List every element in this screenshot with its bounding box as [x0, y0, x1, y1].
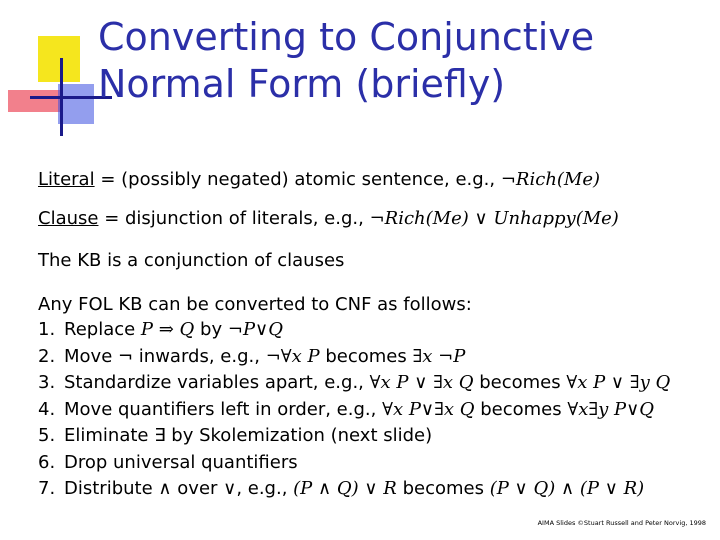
literal-eq: =	[94, 169, 122, 190]
step-number: 5.	[38, 425, 56, 446]
step-number: 2.	[38, 345, 56, 367]
step-math: (P ∧ Q) ∨ R	[293, 478, 397, 499]
step-text: Distribute ∧ over ∨, e.g.,	[64, 478, 294, 499]
literal-text: (possibly negated) atomic sentence, e.g.,	[121, 169, 501, 190]
step-math: ¬∀x P	[265, 345, 320, 367]
literal-definition	[38, 168, 713, 192]
literal-term: Literal	[38, 169, 95, 190]
slide-footer: AIMA Slides ©Stuart Russell and Peter Norvig, 1998	[537, 519, 706, 527]
step-number: 3.	[38, 372, 56, 393]
step-1	[38, 317, 713, 344]
kb-statement: The KB is a conjunction of clauses	[38, 250, 345, 271]
step-text: becomes	[473, 372, 567, 393]
step-4	[38, 397, 713, 424]
cnf-intro: Any FOL KB can be converted to CNF as follows:	[38, 294, 472, 315]
step-6	[38, 450, 713, 477]
step-text: becomes	[474, 398, 568, 420]
step-text: Standardize variables apart, e.g.,	[64, 372, 370, 393]
red-bar	[8, 90, 60, 112]
cnf-steps	[38, 317, 713, 503]
clause-eq: =	[98, 208, 125, 229]
step-math: ∀x P ∨ ∃x Q	[369, 372, 474, 393]
step-text: Move quantifiers left in order, e.g.,	[64, 398, 383, 420]
title-line-1: Converting to Conjunctive	[98, 15, 595, 59]
step-number: 1.	[38, 319, 56, 340]
step-math: ∃x ¬P	[412, 345, 466, 367]
step-3	[38, 370, 713, 397]
step-math: ¬P∨Q	[227, 319, 283, 340]
yellow-square	[38, 36, 80, 82]
clause-term: Clause	[38, 208, 99, 229]
step-number: 6.	[38, 451, 56, 473]
step-text: Replace	[64, 319, 141, 340]
step-number: 4.	[38, 398, 56, 420]
clause-text: disjunction of literals, e.g.,	[125, 208, 370, 229]
step-text: by	[194, 319, 228, 340]
clause-example: ¬Rich(Me) ∨ Unhappy(Me)	[369, 208, 619, 229]
step-2	[38, 344, 713, 371]
step-text: Move ¬ inwards, e.g.,	[64, 345, 266, 367]
slide-title	[98, 14, 594, 108]
step-math: ∀x P∨∃x Q	[382, 398, 475, 420]
step-text: Drop universal quantifiers	[64, 451, 298, 473]
step-math: ∀x∃y P∨Q	[567, 398, 655, 420]
step-text: becomes	[319, 345, 413, 367]
slide-body	[38, 168, 713, 503]
literal-example: ¬Rich(Me)	[500, 169, 601, 190]
clause-definition	[38, 207, 713, 231]
step-text: becomes	[396, 478, 490, 499]
step-text: Eliminate ∃ by Skolemization (next slide)	[64, 425, 433, 446]
blue-square	[58, 84, 94, 124]
step-number: 7.	[38, 478, 56, 499]
title-line-2: Normal Form (briefly)	[98, 62, 506, 106]
vertical-line	[60, 58, 63, 136]
step-math: (P ∨ Q) ∧ (P ∨ R)	[489, 478, 645, 499]
step-5	[38, 423, 713, 450]
step-math: P ⇒ Q	[140, 319, 195, 340]
step-math: ∀x P ∨ ∃y Q	[566, 372, 671, 393]
step-7	[38, 476, 713, 503]
